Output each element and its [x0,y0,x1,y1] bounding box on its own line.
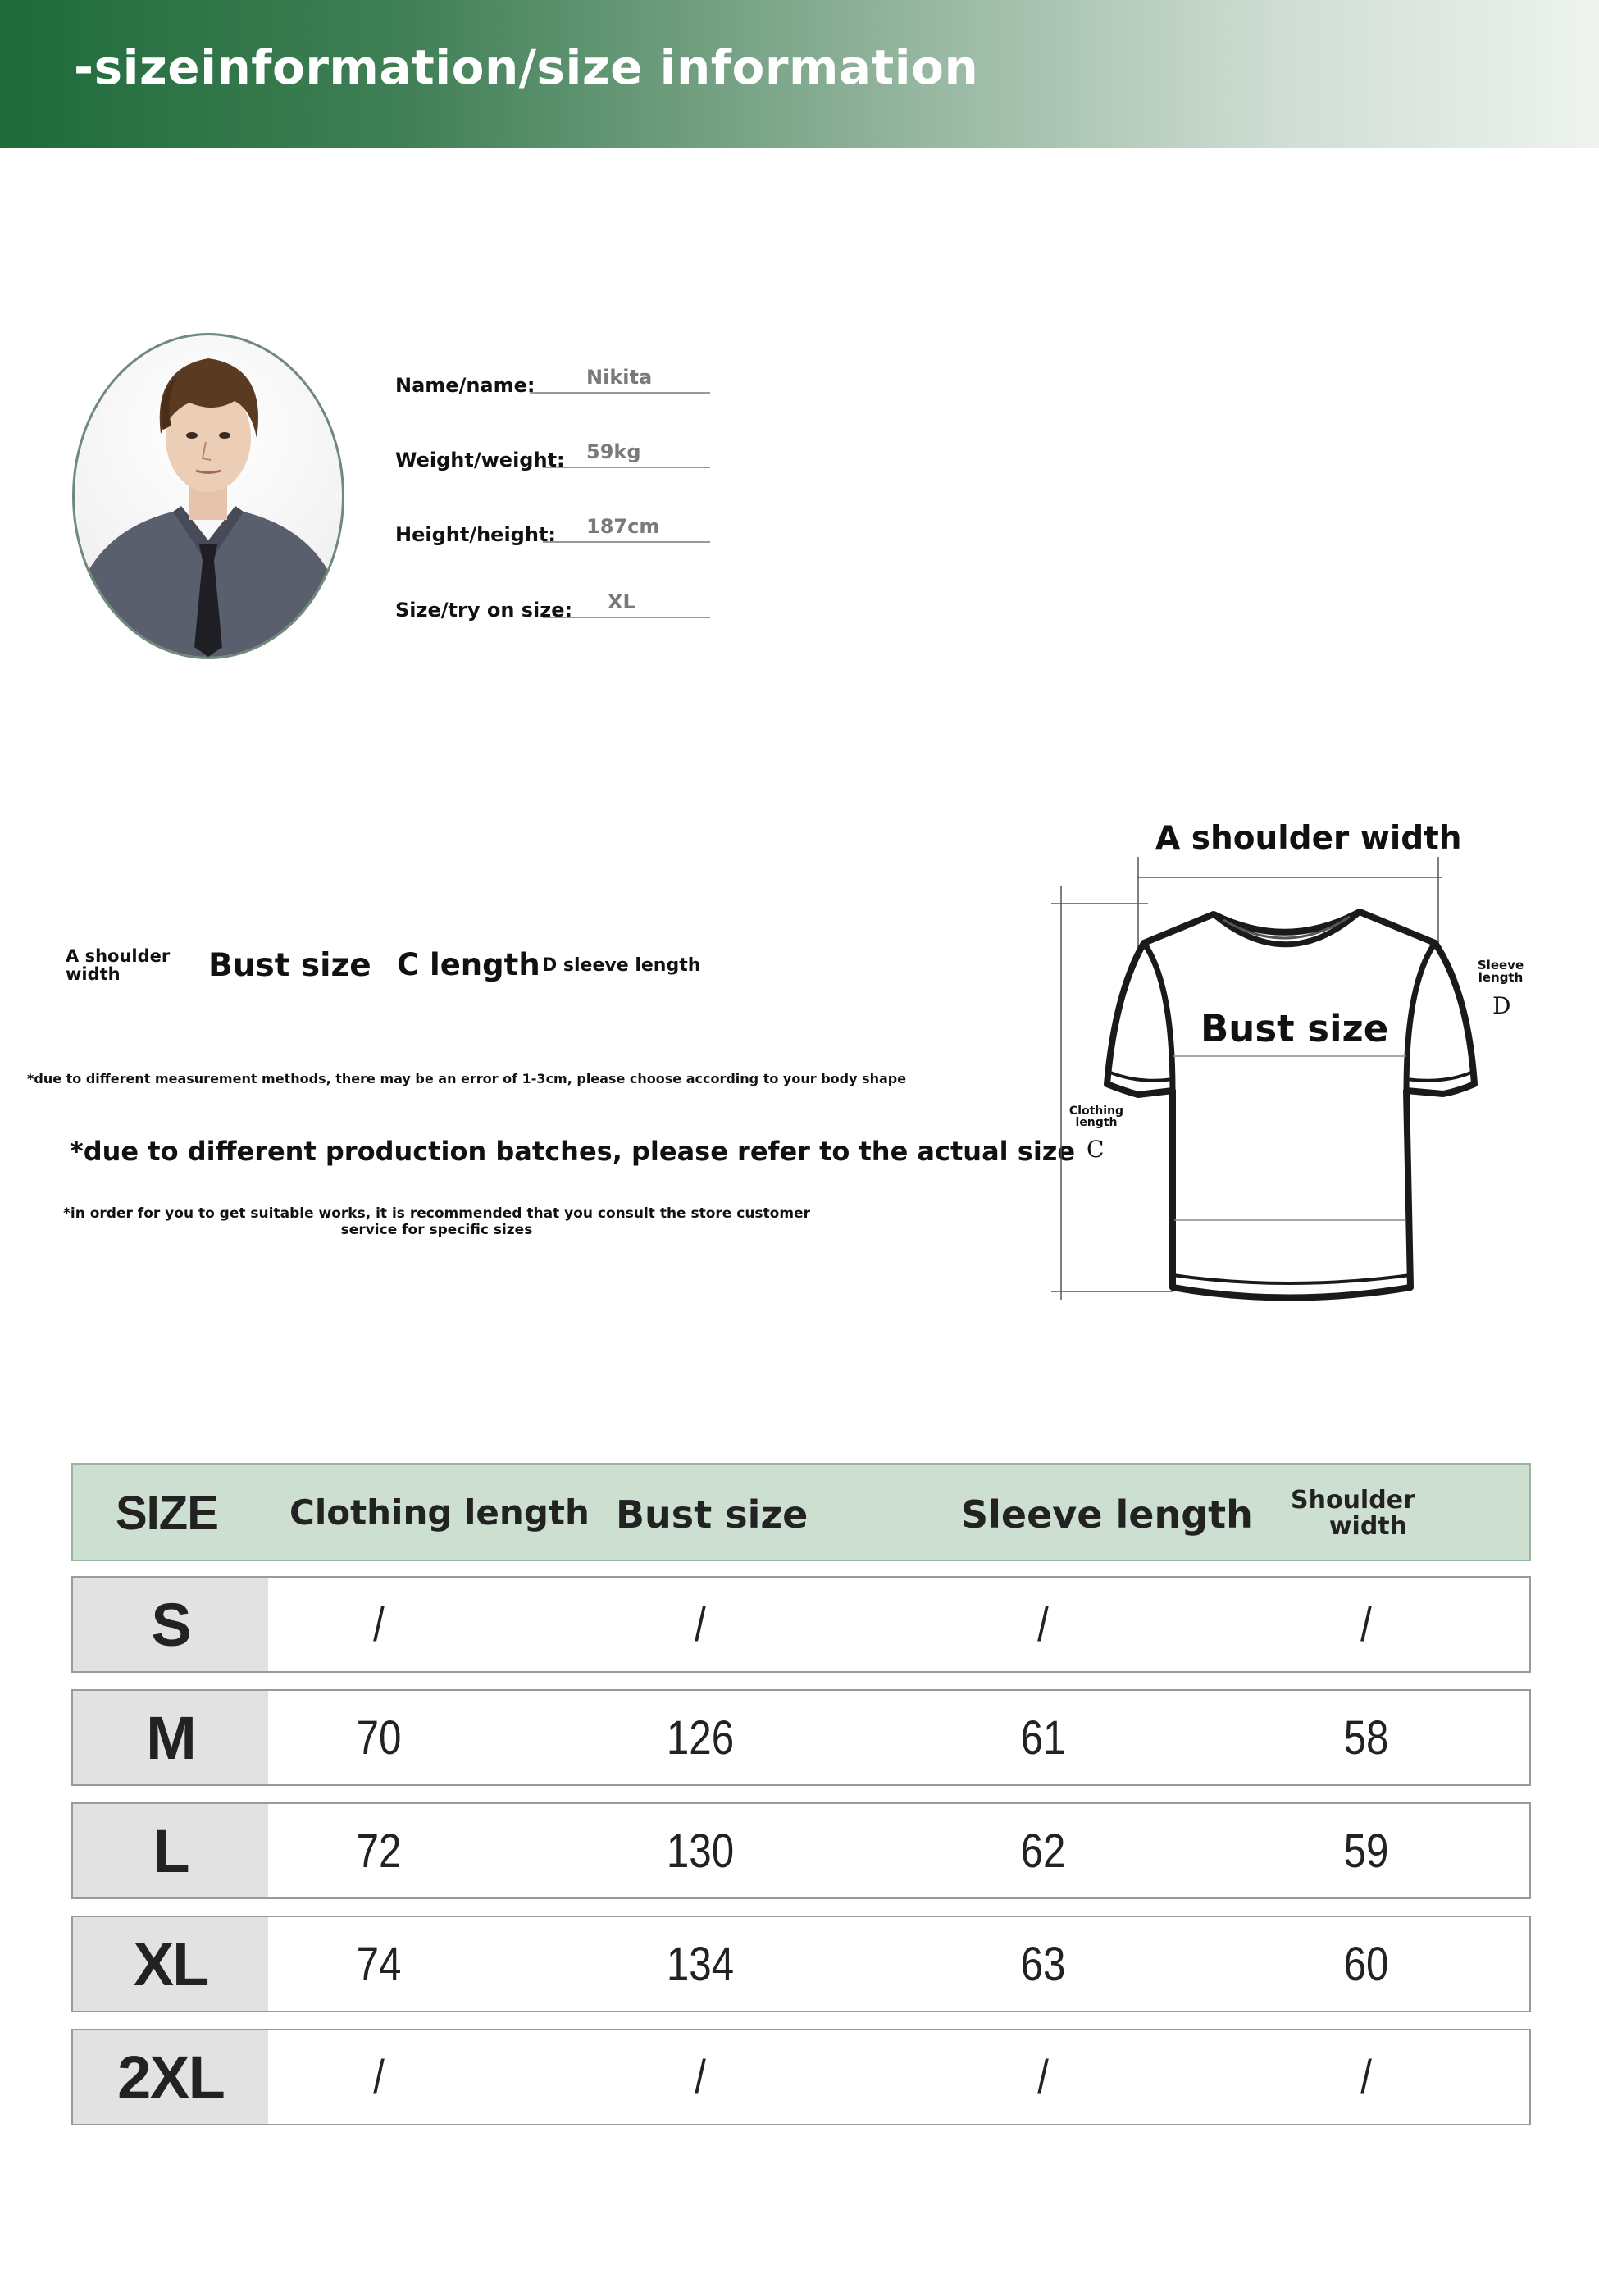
weight-value: 59kg [586,440,641,463]
note-customer-service: *in order for you to get suitable works, it is recommended that you consult the store customer service for specific sizes [63,1205,810,1238]
table-row [71,1802,1531,1899]
note-production-batches: *due to different production batches, please refer to the actual size [70,1136,1076,1167]
cell-sleeve-length: 62 [1020,1824,1066,1878]
info-weight [395,439,710,472]
info-height [395,513,710,546]
diagram-sleeve-length-label: Sleeve length [1477,958,1524,985]
height-label: Height/height: [395,523,557,546]
weight-label: Weight/weight: [395,449,565,472]
diagram-clothing-length-label: Clothing length [1068,1105,1124,1129]
header-clothing-length: Clothing length [289,1492,590,1533]
header-bust-size: Bust size [616,1492,809,1537]
row-size: L [73,1804,268,1897]
row-size: S [73,1578,268,1671]
model-photo [72,333,344,659]
weight-underline [543,467,710,468]
info-name [395,364,710,397]
table-header [71,1463,1531,1561]
table-row [71,1916,1531,2012]
legend-shoulder-width: A shoulder width [66,946,171,984]
cell-bust-size: / [695,2050,706,2104]
name-underline [530,392,710,394]
diagram-c-letter: C [1086,1136,1105,1163]
cell-clothing-length: 70 [356,1711,402,1765]
page-title: -sizeinformation/size information [74,39,979,95]
legend-length: C length [397,947,540,982]
note-measurement-error: *due to different measurement methods, there may be an error of 1-3cm, please choose according to your body shape [27,1071,907,1086]
name-label: Name/name: [395,374,535,397]
cell-clothing-length: 72 [356,1824,402,1878]
tshirt-outline [1041,820,1501,1320]
cell-bust-size: / [695,1597,706,1651]
name-value: Nikita [586,366,653,389]
diagram-d-letter: D [1492,992,1511,1019]
legend-sleeve-length: D sleeve length [542,955,701,976]
height-underline [543,541,710,543]
cell-sleeve-length: / [1037,2050,1049,2104]
cell-shoulder-width: 58 [1343,1711,1389,1765]
cell-sleeve-length: / [1037,1597,1049,1651]
cell-sleeve-length: 61 [1020,1711,1066,1765]
cell-shoulder-width: 60 [1343,1937,1389,1991]
cell-bust-size: 126 [666,1711,735,1765]
table-row [71,1689,1531,1786]
header-sleeve-length: Sleeve length [961,1492,1253,1537]
cell-bust-size: 130 [666,1824,735,1878]
table-row [71,1576,1531,1673]
row-size: M [73,1691,268,1784]
row-size: XL [73,1917,268,2011]
size-underline [543,617,710,618]
cell-sleeve-length: 63 [1020,1937,1066,1991]
size-value: XL [608,590,636,613]
size-label: Size/try on size: [395,599,573,622]
diagram-shoulder-label: A shoulder width [1155,820,1462,857]
info-size [395,589,710,622]
height-value: 187cm [586,515,660,538]
cell-clothing-length: / [373,2050,385,2104]
header-size: SIZE [116,1487,218,1540]
tshirt-diagram [1041,820,1524,1320]
cell-shoulder-width: / [1360,1597,1372,1651]
diagram-bust-label: Bust size [1200,1007,1389,1050]
header-bar [0,0,1599,148]
cell-bust-size: 134 [666,1937,735,1991]
cell-clothing-length: / [373,1597,385,1651]
model-illustration [75,335,342,657]
legend-bust-size: Bust size [208,947,371,984]
cell-shoulder-width: / [1360,2050,1372,2104]
cell-shoulder-width: 59 [1343,1824,1389,1878]
table-row [71,2029,1531,2125]
header-shoulder-width: Shoulder width [1291,1486,1415,1541]
row-size: 2XL [73,2030,268,2124]
cell-clothing-length: 74 [356,1937,402,1991]
